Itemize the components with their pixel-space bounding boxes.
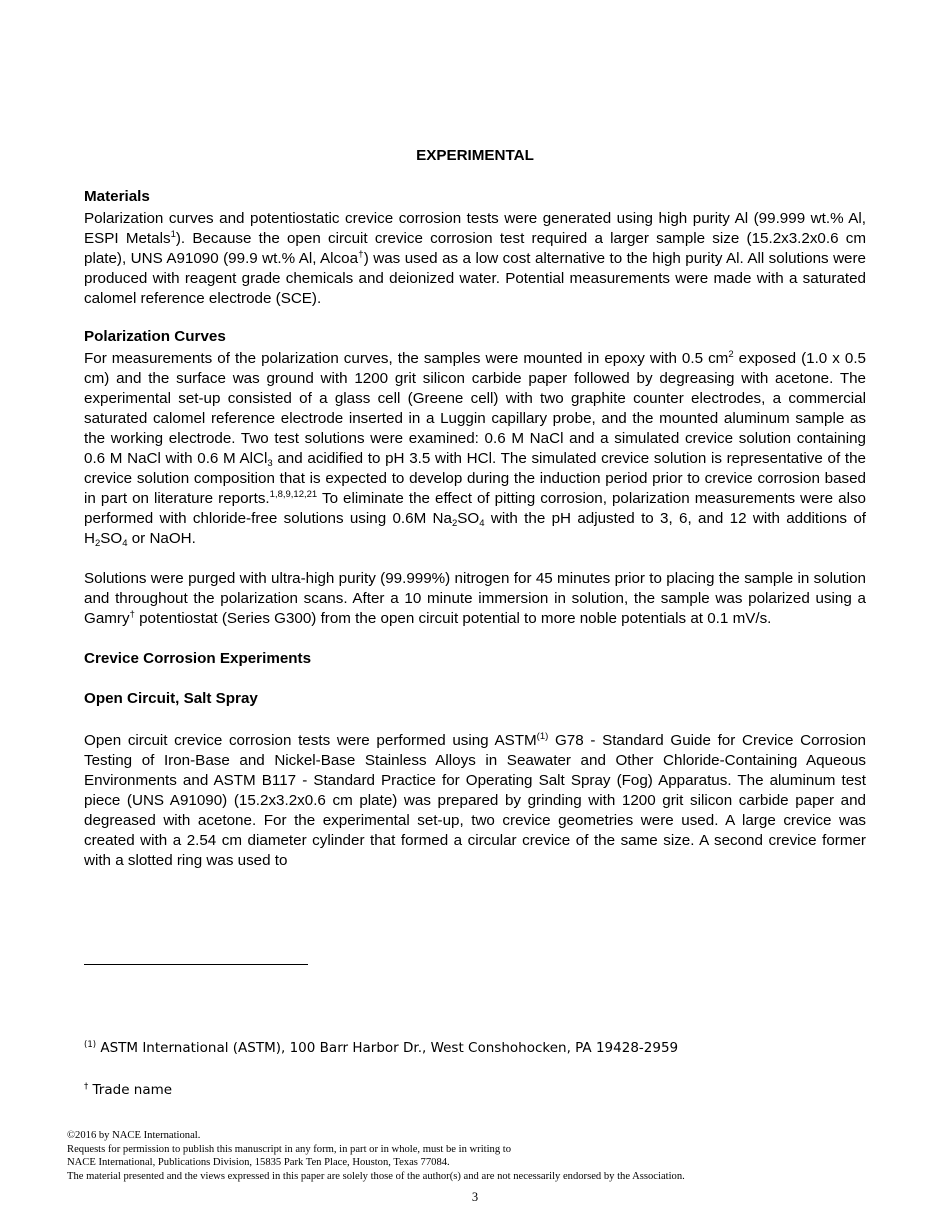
citation-ref: 1,8,9,12,21	[269, 489, 318, 500]
crevice-paragraph: Open circuit crevice corrosion tests were performed using ASTM$^{(1)}$ G78 - Standard Guide for Crevice Corrosion Testing of Iron-Base and Nickel-Base Stainless Alloys in Seawater and Other Chloride-Containing Aqueous Environments and ASTM B117 - Standard Practice for Operating Salt Spray (Fog) Apparatus. The aluminum test piece (UNS A91090) (15.2x3.2x0.6 cm plate) was prepared by grinding with 1200 grit silicon carbide paper and degreased with acetone. For the experimental set-up, two crevice geometries were used. A large crevice was created with a 2.54 cm diameter cylinder that formed a circular crevice of the same size. A second crevice former with a slotted ring was used to	[84, 731, 866, 869]
open-circuit-subheading: Open Circuit, Salt Spray	[84, 690, 258, 707]
footnote-ref: †	[358, 249, 364, 260]
materials-paragraph: Polarization curves and potentiostatic crevice corrosion tests were generated using high purity Al (99.999 wt.% Al, ESPI Metals$^1$). Because the open circuit crevice corrosion test required a larger sample size (15.2x3.2x0.6 cm plate), UNS A91090 (99.9 wt.% Al, Alcoa†) was used as a low cost alternative to the high purity Al. All solutions were produced with reagent grade chemicals and deionized water. Potential measurements were made with a saturated calomel reference electrode (SCE).	[84, 210, 867, 307]
footnote-2: † Trade name	[84, 1082, 173, 1098]
section-title: EXPERIMENTAL	[416, 147, 534, 164]
main-text-column	[84, 146, 866, 871]
polarization-heading: Polarization Curves	[84, 328, 226, 345]
footnote-ref: (1)	[536, 731, 549, 742]
crevice-heading: Crevice Corrosion Experiments	[84, 650, 312, 667]
footnote-ref: 1	[170, 229, 176, 240]
materials-heading: Materials	[84, 188, 150, 205]
polarization-paragraph-2: Solutions were purged with ultra-high purity (99.999%) nitrogen for 45 minutes prior to placing the sample in solution and throughout the polarization scans. After a 10 minute immersion in solution, the sample was polarized using a Gamry† potentiostat (Series G300) from the open circuit potential to more noble potentials at 0.1 mV/s.	[84, 570, 866, 627]
footnote-separator	[84, 964, 308, 965]
footnote-1: $^{(1)}$ ASTM International (ASTM), 100 Barr Harbor Dr., West Conshohocken, PA 19428-2959	[84, 1040, 679, 1056]
polarization-paragraph-1: For measurements of the polarization curves, the samples were mounted in epoxy with 0.5 $cm^2$ exposed (1.0 x 0.5 cm) and the surface was ground with 1200 grit silicon carbide paper followed by degreasing with acetone. The experimental set-up consisted of a glass cell (Greene cell) with two graphite counter electrodes, a commercial saturated calomel reference electrode inserted in a Luggin capillary probe, and the mounted aluminum sample as the working electrode. Two test solutions were examined: 0.6 M NaCl and a simulated crevice solution containing 0.6 M NaCl with 0.6 M AlCl$_3$ and acidified to pH 3.5 with HCl. The simulated crevice solution is representative of the crevice solution composition that is expected to develop during the induction period prior to crevice corrosion based in part on literature reports.$^{1,8,9,12,21}$ To eliminate the effect of pitting corrosion, polarization measurements were also performed with chloride-free solutions using 0.6M $Na_2SO_4$ with the pH adjusted to 3, 6, and 12 with additions of $H_2SO_4$ or NaOH.	[84, 349, 867, 549]
page-number: 3	[471, 1190, 479, 1204]
footnote-ref: †	[129, 609, 135, 620]
copyright-notice: ©2016 by NACE International. Requests for permission to publish this manuscript in any form, in part or in whole, must be in writing to NACE International, Publications Division, 15835 Park Ten Place, Houston, Texas 77084. The material presented and the views expressed in this paper are solely those of the author(s) and are not necessarily endorsed by the Association.	[67, 1130, 685, 1182]
